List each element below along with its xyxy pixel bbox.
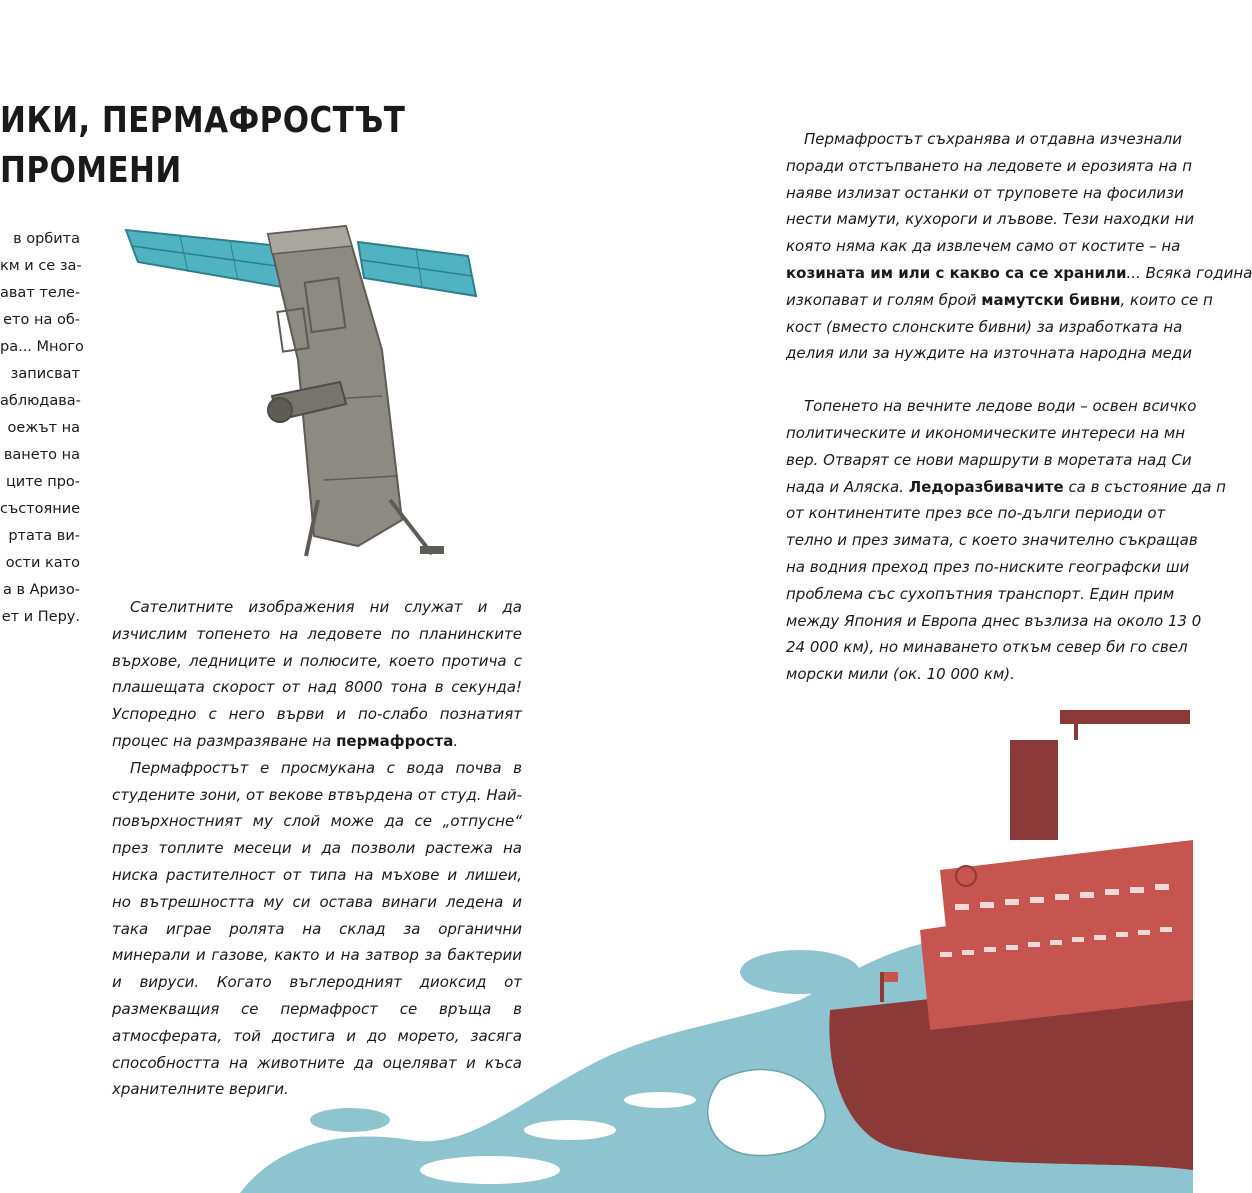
- bold-term-permafrost: пермафроста: [336, 731, 454, 750]
- chapter-title-line-1: ИКИ, ПЕРМАФРОСТЪТ: [0, 100, 406, 141]
- text-line: ртата ви-: [8, 528, 80, 544]
- icebreaker-ship: [829, 710, 1193, 1170]
- text-line: Топенето на вечните ледове води – освен всичко: [804, 397, 1197, 416]
- text-line: в орбита: [13, 231, 80, 247]
- text-line: ет и Перу.: [1, 609, 80, 625]
- text-line: телно и през зимата, с което значително съкращав: [786, 531, 1198, 550]
- text-line: записват: [10, 366, 80, 382]
- paragraph-melting: [786, 393, 1226, 688]
- text-line: наяве излизат останки от труповете на фосилизи: [786, 183, 1184, 202]
- text-line: състояние: [0, 501, 81, 517]
- icebreaker-illustration: [240, 700, 1193, 1193]
- left-text-fragment: [0, 226, 84, 631]
- bold-term: мамутски бивни: [981, 290, 1121, 309]
- text-line: проблема със сухопътния транспорт. Един прим: [786, 584, 1175, 603]
- text-line: ците про-: [5, 474, 80, 490]
- right-article-fragment: [786, 126, 1252, 688]
- text-line: [786, 260, 1252, 287]
- solar-panel-left: [126, 230, 288, 288]
- text-line: а в Аризо-: [2, 582, 80, 598]
- text-run: изкопават и голям брой: [786, 290, 982, 309]
- text-line: [786, 287, 1213, 314]
- text-line: която няма как да извлечем само от костите – на: [786, 237, 1181, 256]
- text-line: между Япония и Европа днес възлиза на около 13 0: [786, 611, 1202, 630]
- text-line: от континентите през все по-дълги периоди от: [786, 504, 1166, 523]
- text-run: , които се п: [1120, 290, 1213, 309]
- text-line: ра... Много: [0, 339, 84, 355]
- paragraph-fossils: [786, 126, 1252, 367]
- text-line: Пермафростът съхранява и отдавна изчезнали: [804, 130, 1182, 148]
- paragraph-permafrost: Пермафростът е просмукана с вода почва в студените зони, от векове втвърдена от студ. Най-повърхностният му слой може да се „отпусне“ през топлите месеци и да позволи растежа на ниска растителност от типа на мъхове и лишеи, но вътрешността му си остава винаги ледена и така играе ролята на склад за органични минерали и газове, както и на затвор за бактерии и вируси. Когато въглеродният диоксид от размекващия се пермафрост се връща в атмосферата, той достига и до морето, засяга способността на животните да оцеляват и къса хранителните вериги.: [112, 758, 522, 1099]
- text-line: [786, 474, 1226, 501]
- text-line: 24 000 км), но минаването откъм север би го свел: [786, 638, 1188, 657]
- text-run: Сателитните изображения ни служат и да изчислим топенето на ледовете по планинските върхове, ледниците и полюсите, което протича с плашещата скорост от над 8000 тона в секунда! Успоредно с него върви и по-слабо познатият процес на размразяване на: [112, 598, 522, 750]
- text-line: кост (вместо слонските бивни) за изработката на: [786, 317, 1183, 336]
- text-run: нада и Аляска.: [786, 477, 909, 496]
- satellite-illustration: [120, 200, 490, 570]
- bold-term: козината им или с какво са се хранили: [786, 263, 1127, 282]
- text-run: .: [453, 731, 459, 750]
- text-line: ето на об-: [3, 312, 80, 328]
- text-line: ават теле-: [0, 285, 81, 301]
- text-run: са в състояние да п: [1063, 477, 1226, 496]
- text-line: ости като: [5, 555, 80, 571]
- chapter-title-line-2: ПРОМЕНИ: [0, 150, 182, 191]
- solar-panel-right: [358, 242, 476, 296]
- text-line: морски мили (ок. 10 000 км).: [786, 665, 1015, 684]
- text-line: оежът на: [7, 420, 80, 436]
- text-run: ... Всяка година: [1126, 263, 1252, 282]
- text-line: ването на: [3, 447, 80, 463]
- text-line: вер. Отварят се нови маршрути в моретата над Си: [786, 450, 1192, 469]
- text-line: поради отстъпването на ледовете и ерозията на п: [786, 156, 1193, 175]
- bold-term-icebreakers: Ледоразбивачите: [908, 477, 1064, 496]
- chapter-title: [0, 96, 405, 196]
- text-line: км и се за-: [0, 258, 82, 274]
- text-line: политическите и икономическите интереси на мн: [786, 423, 1186, 442]
- text-line: нести мамути, кухороги и лъвове. Тези находки ни: [786, 210, 1195, 229]
- text-line: делия или за нуждите на източната народна меди: [786, 344, 1193, 363]
- text-line: на водния преход през по-ниските географски ши: [786, 557, 1190, 576]
- text-line: аблюдава-: [0, 393, 81, 409]
